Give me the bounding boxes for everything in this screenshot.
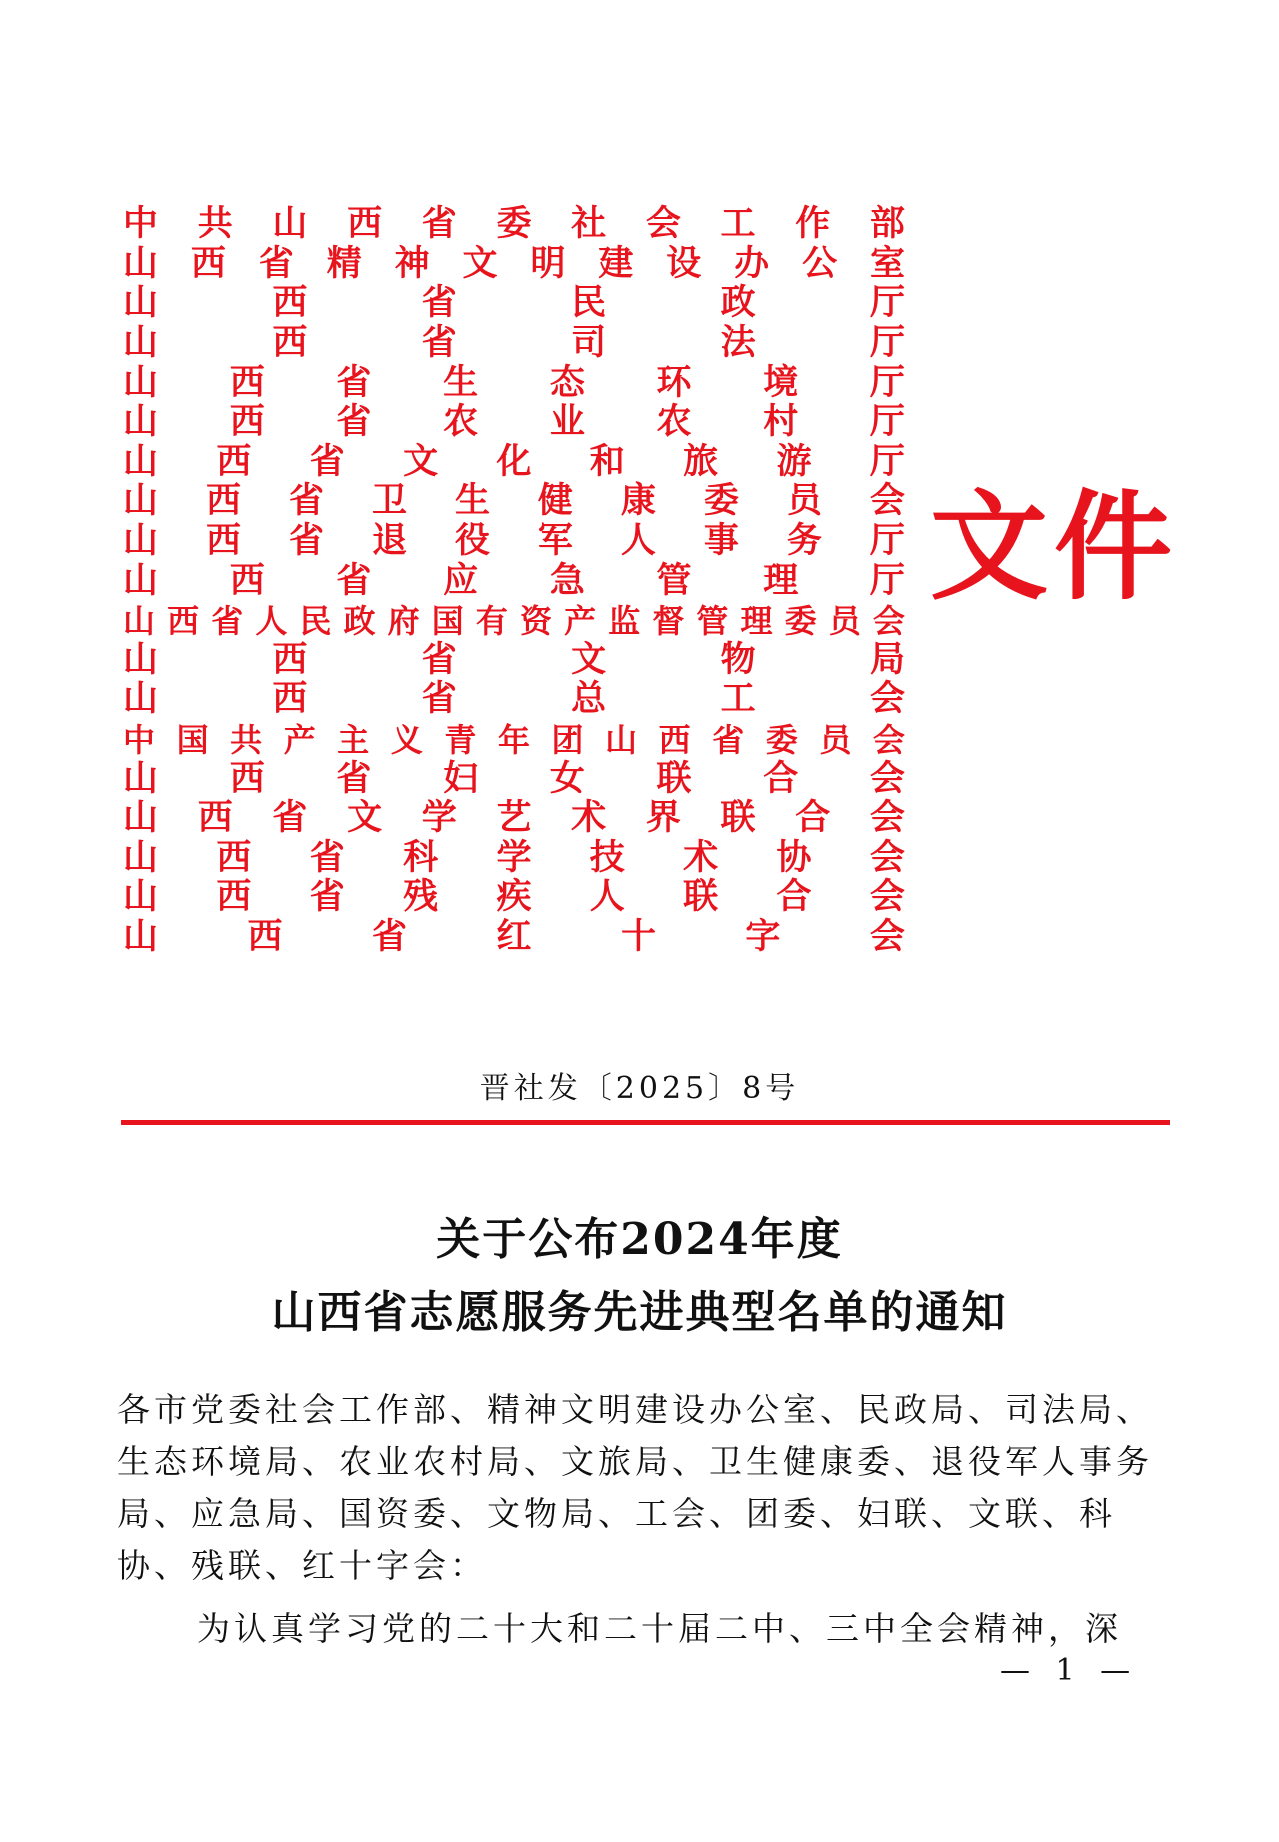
issuer-char: 省 [272, 798, 308, 839]
issuer-char: 学 [496, 837, 532, 878]
issuer-char: 府 [387, 601, 420, 640]
issuer-char: 山 [123, 916, 159, 957]
issuer-name [123, 839, 905, 879]
issuer-char: 省 [421, 323, 457, 364]
issuer-char: 西 [216, 877, 252, 918]
issuer-char: 妇 [443, 758, 479, 799]
issuer-char: 字 [745, 916, 781, 957]
issuer-char: 团 [551, 720, 584, 759]
issuer-char: 西 [190, 243, 226, 284]
issuer-char: 理 [763, 560, 799, 601]
issuer-char: 省 [288, 481, 324, 522]
issuer-char: 山 [123, 679, 159, 720]
issuer-char: 山 [123, 798, 159, 839]
issuer-char: 界 [645, 798, 681, 839]
issuer-char: 西 [216, 441, 252, 482]
issuer-name [123, 601, 905, 641]
issuer-char: 神 [394, 243, 430, 284]
issuer-char: 监 [608, 601, 641, 640]
issuer-char: 联 [720, 798, 756, 839]
issuer-name [123, 561, 905, 601]
issuer-char: 青 [444, 720, 477, 759]
issuer-char: 西 [347, 204, 383, 245]
issuer-char: 西 [272, 639, 308, 680]
issuer-char: 产 [283, 720, 316, 759]
issuer-char: 员 [786, 481, 822, 522]
issuer-name [123, 284, 905, 324]
document-title-line-1: 关于公布2024年度 [436, 1214, 843, 1265]
issuer-char: 政 [343, 601, 376, 640]
issuer-char: 疾 [496, 877, 532, 918]
issuer-name [123, 363, 905, 403]
issuer-char: 省 [258, 243, 294, 284]
issuer-name [123, 482, 905, 522]
issuer-char: 术 [683, 837, 719, 878]
issuer-char: 政 [720, 283, 756, 324]
issuer-char: 山 [123, 877, 159, 918]
issuer-char: 西 [205, 521, 241, 562]
issuer-char: 联 [656, 758, 692, 799]
issuer-char: 国 [176, 720, 209, 759]
issuer-char: 省 [421, 639, 457, 680]
issuer-char: 人 [620, 521, 656, 562]
issuing-authorities-list [123, 205, 905, 957]
issuer-char: 民 [299, 601, 332, 640]
issuer-char: 西 [229, 560, 265, 601]
issuer-name [123, 918, 905, 958]
issuer-char: 省 [211, 601, 244, 640]
issuer-char: 村 [763, 402, 799, 443]
issuer-char: 省 [288, 521, 324, 562]
issuer-char: 卫 [371, 481, 407, 522]
issuer-char: 西 [167, 601, 200, 640]
issuer-char: 厅 [869, 521, 905, 562]
issuer-char: 山 [123, 481, 159, 522]
issuer-char: 合 [795, 798, 831, 839]
issuer-char: 法 [720, 323, 756, 364]
issuer-char: 化 [496, 441, 532, 482]
issuer-char: 明 [530, 243, 566, 284]
issuer-char: 合 [776, 877, 812, 918]
issuer-char: 艺 [496, 798, 532, 839]
issuer-char: 中 [123, 204, 159, 245]
issuer-char: 年 [497, 720, 530, 759]
issuer-char: 技 [589, 837, 625, 878]
issuer-char: 退 [371, 521, 407, 562]
issuer-char: 共 [230, 720, 263, 759]
issuer-char: 人 [589, 877, 625, 918]
issuer-char: 厅 [869, 323, 905, 364]
issuer-char: 军 [537, 521, 573, 562]
issuer-char: 西 [272, 679, 308, 720]
issuer-char: 部 [869, 204, 905, 245]
issuer-char: 事 [703, 521, 739, 562]
issuer-name [123, 720, 905, 760]
issuer-char: 工 [720, 679, 756, 720]
issuer-name [123, 799, 905, 839]
issuer-char: 西 [229, 362, 265, 403]
issuer-char: 科 [403, 837, 439, 878]
issuer-char: 协 [776, 837, 812, 878]
issuer-char: 红 [496, 916, 532, 957]
issuer-char: 态 [549, 362, 585, 403]
issuer-char: 山 [123, 362, 159, 403]
issuer-char: 物 [720, 639, 756, 680]
issuer-char: 建 [598, 243, 634, 284]
issuer-char: 省 [712, 720, 745, 759]
issuer-char: 游 [776, 441, 812, 482]
issuer-char: 环 [656, 362, 692, 403]
issuer-name [123, 403, 905, 443]
issuer-char: 山 [123, 441, 159, 482]
issuer-char: 公 [802, 243, 838, 284]
issuer-char: 省 [336, 402, 372, 443]
issuer-name [123, 205, 905, 245]
issuer-char: 局 [869, 639, 905, 680]
issuer-char: 生 [454, 481, 490, 522]
issuer-char: 会 [869, 916, 905, 957]
issuer-char: 应 [443, 560, 479, 601]
issuer-char: 中 [123, 720, 156, 759]
issuer-char: 国 [431, 601, 464, 640]
issuer-char: 山 [123, 323, 159, 364]
issuer-char: 学 [421, 798, 457, 839]
issuer-char: 合 [763, 758, 799, 799]
red-separator-line [121, 1120, 1170, 1125]
issuer-char: 山 [123, 837, 159, 878]
issuer-char: 省 [336, 362, 372, 403]
issuer-char: 共 [197, 204, 233, 245]
issuer-char: 委 [703, 481, 739, 522]
issuer-char: 西 [272, 283, 308, 324]
issuer-char: 作 [795, 204, 831, 245]
issuer-char: 和 [589, 441, 625, 482]
issuer-char: 管 [656, 560, 692, 601]
issuer-char: 工 [720, 204, 756, 245]
issuer-name [123, 759, 905, 799]
issuer-char: 委 [496, 204, 532, 245]
issuer-char: 司 [571, 323, 607, 364]
issuer-char: 女 [549, 758, 585, 799]
issuer-name [123, 641, 905, 681]
issuer-char: 员 [828, 601, 861, 640]
issuer-char: 理 [740, 601, 773, 640]
issuer-char: 省 [309, 877, 345, 918]
issuer-char: 联 [683, 877, 719, 918]
issuer-char: 山 [123, 521, 159, 562]
issuer-char: 办 [734, 243, 770, 284]
issuer-char: 省 [336, 560, 372, 601]
issuer-char: 文 [571, 639, 607, 680]
issuer-char: 业 [549, 402, 585, 443]
issuer-char: 厅 [869, 362, 905, 403]
issuer-char: 人 [255, 601, 288, 640]
issuer-char: 厅 [869, 441, 905, 482]
issuer-char: 山 [123, 639, 159, 680]
issuer-char: 务 [786, 521, 822, 562]
issuer-char: 厅 [869, 283, 905, 324]
issuer-char: 会 [869, 837, 905, 878]
issuer-char: 农 [443, 402, 479, 443]
issuer-name [123, 878, 905, 918]
issuer-char: 室 [869, 243, 905, 284]
issuer-char: 员 [819, 720, 852, 759]
issuer-char: 会 [872, 601, 905, 640]
issuer-char: 委 [784, 601, 817, 640]
issuer-char: 民 [571, 283, 607, 324]
issuer-char: 厅 [869, 402, 905, 443]
issuer-char: 省 [421, 679, 457, 720]
issuer-char: 文 [403, 441, 439, 482]
issuer-char: 境 [763, 362, 799, 403]
issuer-char: 省 [336, 758, 372, 799]
issuer-char: 省 [371, 916, 407, 957]
issuer-char: 会 [869, 877, 905, 918]
issuer-char: 资 [519, 601, 552, 640]
issuer-char: 会 [869, 679, 905, 720]
issuer-char: 总 [571, 679, 607, 720]
salutation-paragraph: 各市党委社会工作部、精神文明建设办公室、民政局、司法局、生态环境局、农业农村局、文旅局、卫生健康委、退役军人事务局、应急局、国资委、文物局、工会、团委、妇联、文联、科协、残联、红十字会： [117, 1390, 1153, 1585]
issuer-char: 省 [309, 441, 345, 482]
issuer-char: 残 [403, 877, 439, 918]
issuer-char: 西 [205, 481, 241, 522]
issuer-char: 役 [454, 521, 490, 562]
issuer-char: 义 [390, 720, 423, 759]
issuer-char: 西 [197, 798, 233, 839]
issuer-char: 西 [247, 916, 283, 957]
issuer-char: 管 [696, 601, 729, 640]
issuer-char: 西 [658, 720, 691, 759]
issuer-char: 术 [571, 798, 607, 839]
issuer-char: 省 [309, 837, 345, 878]
document-type-mark: 文件 [930, 477, 1179, 616]
issuer-char: 急 [549, 560, 585, 601]
body-paragraph: 为认真学习党的二十大和二十届二中、三中全会精神，深 [197, 1609, 1122, 1648]
issuer-char: 西 [272, 323, 308, 364]
issuer-name [123, 245, 905, 285]
issuer-name [123, 680, 905, 720]
issuer-char: 会 [869, 798, 905, 839]
issuer-char: 设 [666, 243, 702, 284]
issuer-char: 主 [337, 720, 370, 759]
issuer-char: 会 [872, 720, 905, 759]
issuer-char: 有 [475, 601, 508, 640]
issuer-char: 省 [421, 283, 457, 324]
issuer-char: 厅 [869, 560, 905, 601]
issuer-char: 省 [421, 204, 457, 245]
issuer-name [123, 324, 905, 364]
issuer-char: 西 [216, 837, 252, 878]
issuer-char: 社 [571, 204, 607, 245]
issuer-char: 十 [620, 916, 656, 957]
document-title-line-2: 山西省志愿服务先进典型名单的通知 [271, 1287, 1008, 1338]
issuer-char: 督 [652, 601, 685, 640]
issuer-char: 西 [229, 402, 265, 443]
page-number: — 1 — [1000, 1653, 1139, 1688]
issuer-char: 西 [229, 758, 265, 799]
issuer-char: 山 [123, 243, 159, 284]
issuer-name [123, 522, 905, 562]
issuer-char: 文 [462, 243, 498, 284]
document-number: 晋社发〔2025〕8号 [479, 1071, 800, 1106]
issuer-char: 健 [537, 481, 573, 522]
issuer-char: 会 [869, 758, 905, 799]
issuer-char: 委 [765, 720, 798, 759]
issuer-char: 山 [123, 601, 156, 640]
issuer-char: 山 [123, 283, 159, 324]
issuer-char: 会 [645, 204, 681, 245]
issuer-char: 精 [326, 243, 362, 284]
issuer-char: 山 [123, 560, 159, 601]
issuer-char: 产 [564, 601, 597, 640]
issuer-char: 会 [869, 481, 905, 522]
issuer-char: 山 [272, 204, 308, 245]
issuer-char: 文 [347, 798, 383, 839]
issuer-name [123, 443, 905, 483]
issuer-char: 生 [443, 362, 479, 403]
issuer-char: 旅 [683, 441, 719, 482]
issuer-char: 山 [605, 720, 638, 759]
issuer-char: 农 [656, 402, 692, 443]
issuer-char: 山 [123, 402, 159, 443]
issuer-char: 康 [620, 481, 656, 522]
issuer-char: 山 [123, 758, 159, 799]
